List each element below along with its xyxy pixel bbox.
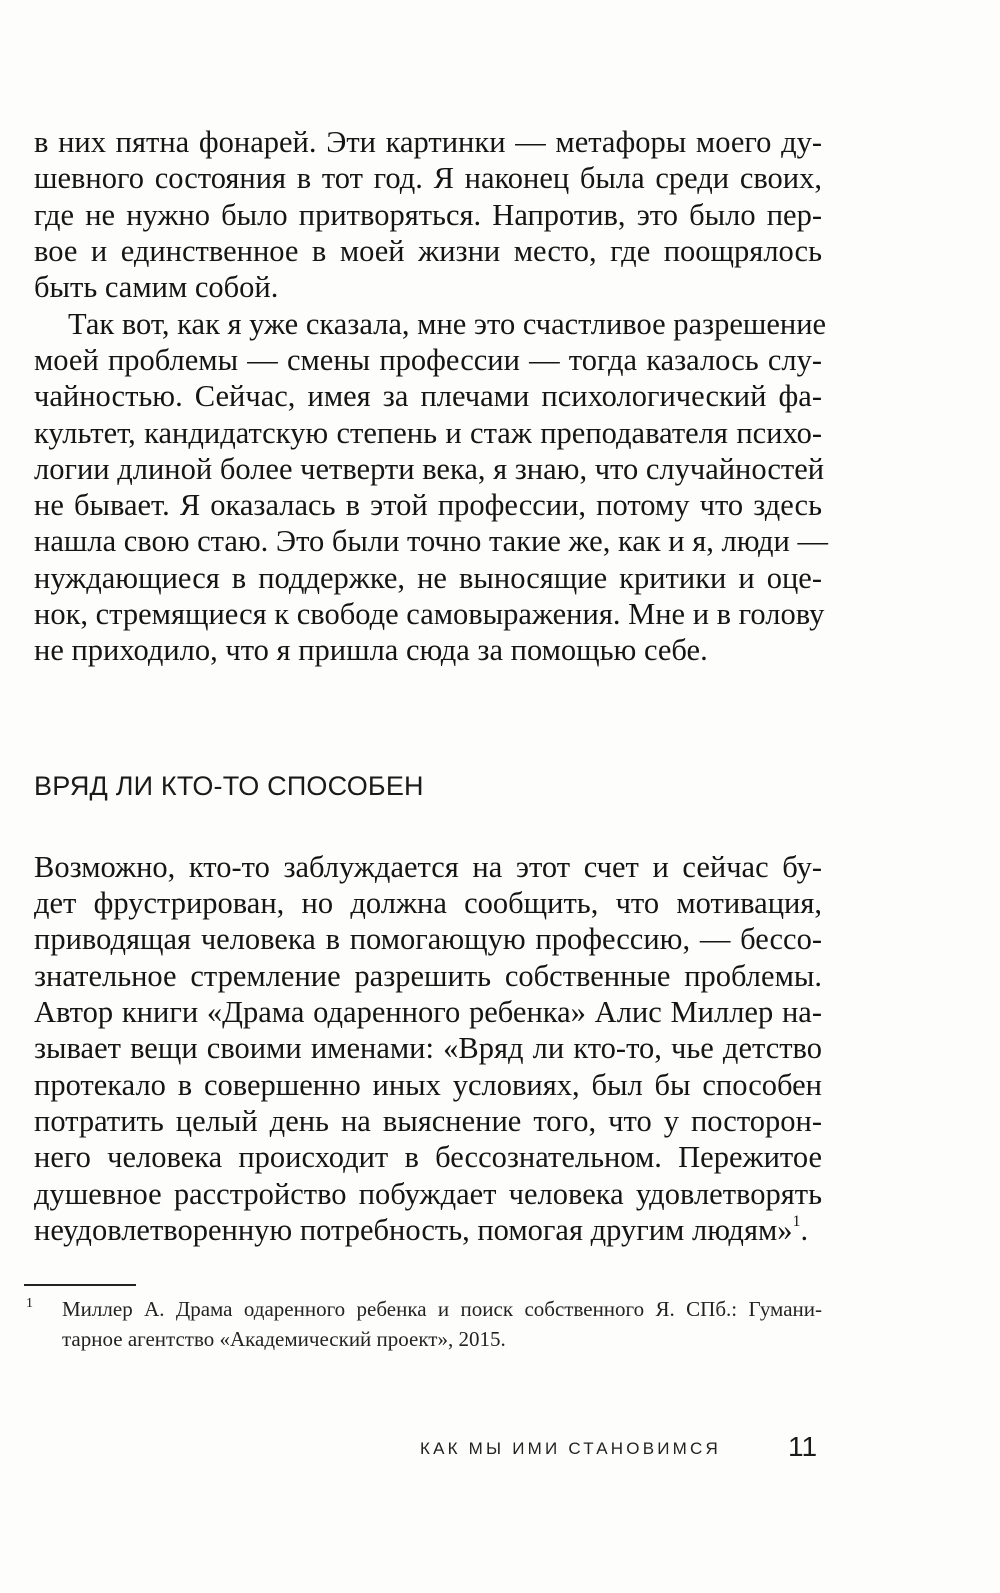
paragraph-line: Так вот, как я уже сказала, мне это счастливое разрешение <box>68 307 827 341</box>
footnote-reference[interactable]: 1 <box>792 1213 801 1230</box>
paragraph-line: потратить целый день на выяснение того, что у посторон- <box>34 1104 822 1138</box>
paragraph-line: знательное стремление разрешить собственные проблемы. <box>34 959 822 993</box>
paragraph-line: приводящая человека в помогающую профессию, — бессо- <box>34 922 822 956</box>
paragraph-line: не бывает. Я оказалась в этой профессии, потому что здесь <box>34 488 822 522</box>
paragraph-line: нашла свою стаю. Это были точно такие же, как и я, люди — <box>34 524 828 558</box>
paragraph-line: в них пятна фонарей. Эти картинки — метафоры моего ду- <box>34 125 822 159</box>
paragraph-line: зывает вещи своими именами: «Вряд ли кто-то, чье детство <box>34 1031 822 1065</box>
page-number: 11 <box>788 1431 818 1462</box>
paragraph-line: где не нужно было притворяться. Напротив, это было пер- <box>34 198 822 232</box>
paragraph-line: Возможно, кто-то заблуждается на этот счет и сейчас бу- <box>34 850 822 884</box>
paragraph-line: Автор книги «Драма одаренного ребенка» Алис Миллер на- <box>34 995 822 1029</box>
paragraph-line: моей проблемы — смены профессии — тогда казалось слу- <box>34 343 822 377</box>
paragraph-line-end: . <box>800 1213 809 1247</box>
paragraph-line: чайностью. Сейчас, имея за плечами психологический фа- <box>34 379 822 413</box>
paragraph-line: не приходило, что я пришла сюда за помощью себе. <box>34 633 708 667</box>
section-heading: ВРЯД ЛИ КТО-ТО СПОСОБЕН <box>34 771 424 801</box>
paragraph-line: нуждающиеся в поддержке, не выносящие критики и оце- <box>34 561 822 595</box>
paragraph-line-text: неудовлетворенную потребность, помогая другим людям» <box>34 1213 793 1247</box>
paragraph-line: быть самим собой. <box>34 270 279 304</box>
footnote-divider <box>24 1284 136 1286</box>
footnote-line: Миллер А. Драма одаренного ребенка и поиск собственного Я. СПб.: Гумани- <box>62 1297 822 1321</box>
paragraph-line: душевное расстройство побуждает человека удовлетворять <box>34 1177 822 1211</box>
paragraph-line-last <box>34 1212 822 1248</box>
running-head: КАК МЫ ИМИ СТАНОВИМСЯ <box>420 1439 721 1458</box>
paragraph-line: протекало в совершенно иных условиях, был бы способен <box>34 1068 822 1102</box>
paragraph-line: дет фрустрирован, но должна сообщить, что мотивация, <box>34 886 822 920</box>
paragraph-line: логии длиной более четверти века, я знаю, что случайностей <box>34 452 825 486</box>
paragraph-line: шевного состояния в тот год. Я наконец была среди своих, <box>34 161 822 195</box>
paragraph-line: культет, кандидатскую степень и стаж преподавателя психо- <box>34 416 822 450</box>
paragraph-line: него человека происходит в бессознательном. Пережитое <box>34 1140 822 1174</box>
footnote-line: тарное агентство «Академический проект», 2015. <box>62 1327 506 1351</box>
footnote-marker: 1 <box>26 1296 33 1311</box>
paragraph-line: вое и единственное в моей жизни место, где поощрялось <box>34 234 822 268</box>
paragraph-line: нок, стремящиеся к свободе самовыражения. Мне и в голову <box>34 597 825 631</box>
